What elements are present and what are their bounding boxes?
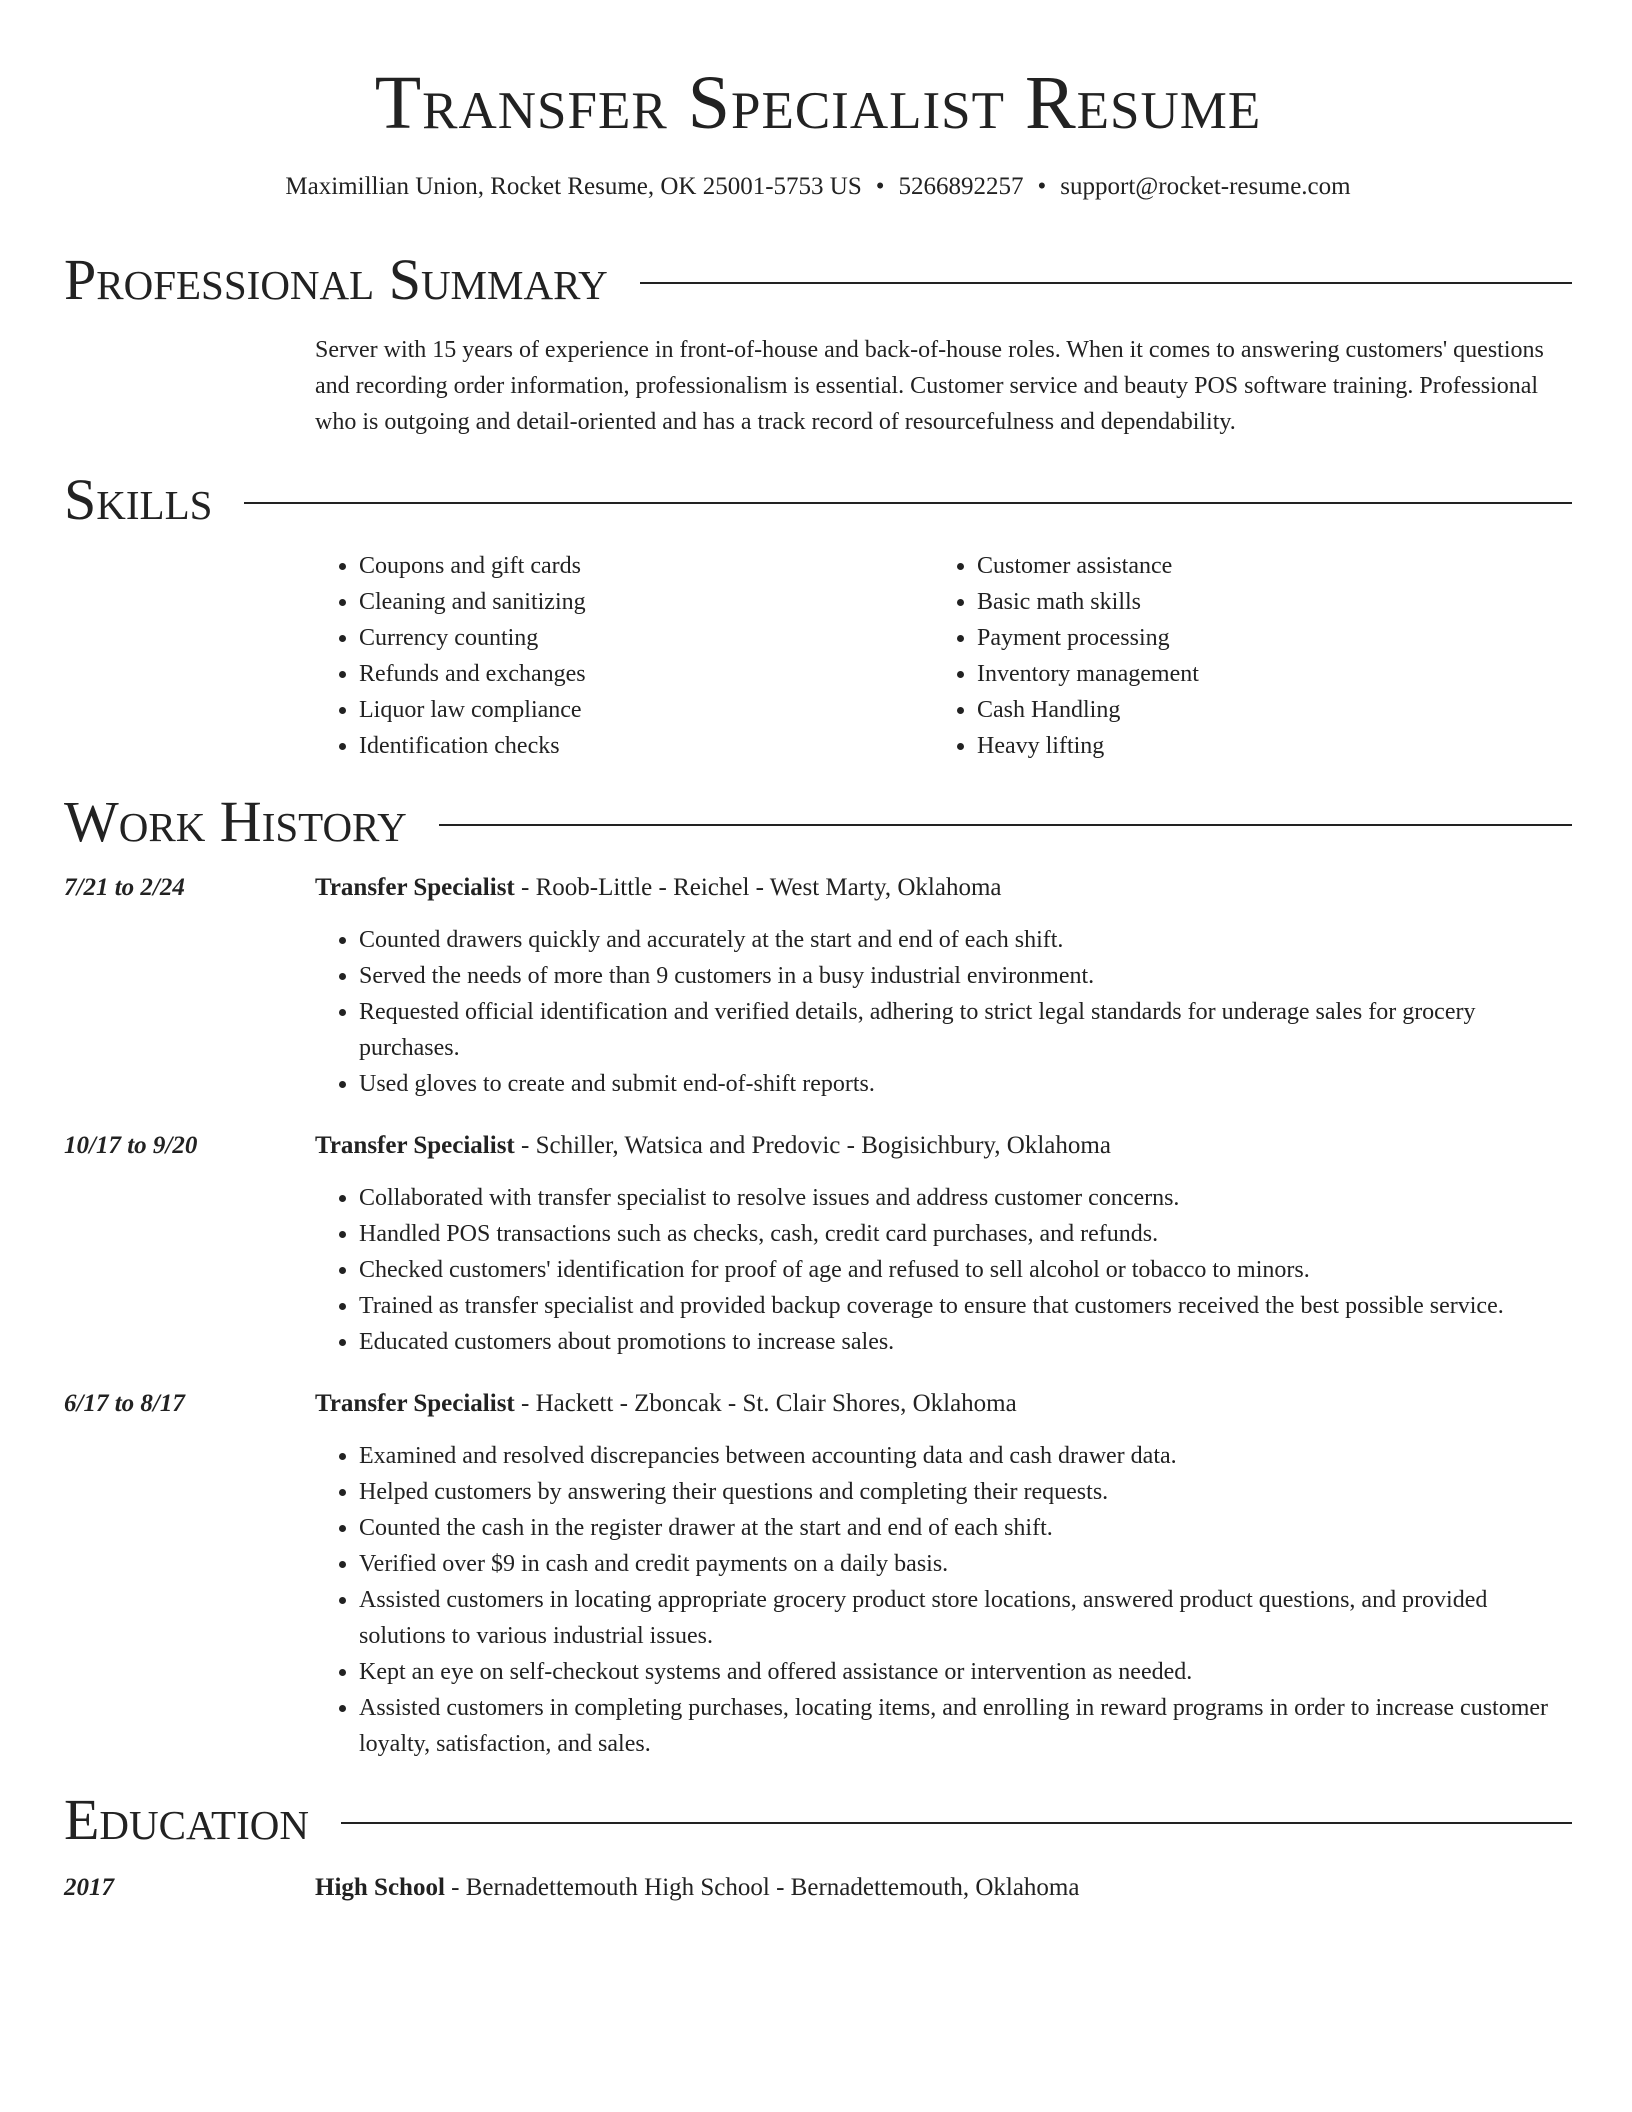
summary-text: Server with 15 years of experience in front-of-house and back-of-house roles. When it comes to answering customers' questions and recording order information, professionalism is essential. Customer service and beauty POS software training. Professional who is outgoing and detail-oriented and has a track record of resourcefulness and dependability.: [315, 337, 1544, 435]
education-details: - Bernadettemouth High School - Bernadettemouth, Oklahoma: [444, 1874, 1080, 1901]
job-bullet: • Assisted customers in locating appropriate grocery product store locations, answered product questions, and provided solutions to various industrial issues.: [359, 1582, 1572, 1654]
work-history-list: [64, 870, 1572, 1762]
education-degree: High School: [315, 1874, 445, 1901]
job-role: Transfer Specialist: [315, 1132, 515, 1159]
job-bullet: • Used gloves to create and submit end-of-shift reports.: [359, 1066, 1572, 1102]
job-heading: [315, 870, 1572, 906]
contact-email: support@rocket-resume.com: [1060, 173, 1351, 200]
skill-item: • Identification checks: [359, 728, 933, 764]
skill-item: • Inventory management: [977, 656, 1551, 692]
skill-item: • Heavy lifting: [977, 728, 1551, 764]
job-body: [315, 870, 1572, 1102]
skills-list-right: [933, 548, 1551, 764]
job-heading: [315, 1386, 1572, 1422]
job-bullet: • Counted drawers quickly and accurately at the start and end of each shift.: [359, 922, 1572, 958]
section-divider: [244, 502, 1572, 504]
education-date: 2017: [64, 1874, 114, 1901]
skills-heading: Skills: [64, 467, 213, 532]
job-bullet: • Educated customers about promotions to increase sales.: [359, 1324, 1572, 1360]
skill-item: • Cash Handling: [977, 692, 1551, 728]
job-bullet: • Helped customers by answering their questions and completing their requests.: [359, 1474, 1572, 1510]
education-section-header: [64, 1788, 1572, 1852]
contact-line: [64, 170, 1572, 204]
job-bullet: • Examined and resolved discrepancies between accounting data and cash drawer data.: [359, 1438, 1572, 1474]
job-heading: [315, 1128, 1572, 1164]
job-bullet: • Served the needs of more than 9 customers in a busy industrial environment.: [359, 958, 1572, 994]
skill-item: • Coupons and gift cards: [359, 548, 933, 584]
section-divider: [640, 282, 1572, 284]
resume-page: [64, 0, 1572, 1906]
contact-separator: •: [875, 173, 885, 200]
job-entry: [64, 1386, 1572, 1762]
education-heading: [315, 1870, 1572, 1906]
job-date: 7/21 to 2/24: [64, 874, 185, 901]
work-section-header: [64, 790, 1572, 854]
job-role: Transfer Specialist: [315, 1390, 515, 1417]
education-body: [315, 1870, 1572, 1906]
job-role: Transfer Specialist: [315, 874, 515, 901]
job-bullet: • Kept an eye on self-checkout systems and offered assistance or intervention as needed.: [359, 1654, 1572, 1690]
work-heading: Work History: [64, 789, 407, 854]
section-divider: [439, 824, 1572, 826]
job-date: 6/17 to 8/17: [64, 1390, 185, 1417]
job-bullets: [315, 1180, 1572, 1360]
contact-address: Maximillian Union, Rocket Resume, OK 25001-5753 US: [285, 173, 862, 200]
education-entry: [64, 1870, 1572, 1906]
resume-title: Transfer Specialist Resume: [374, 61, 1262, 145]
skill-item: • Cleaning and sanitizing: [359, 584, 933, 620]
job-details: - Hackett - Zboncak - St. Clair Shores, Oklahoma: [514, 1390, 1017, 1417]
job-body: [315, 1386, 1572, 1762]
job-bullet: • Counted the cash in the register drawer at the start and end of each shift.: [359, 1510, 1572, 1546]
contact-separator: •: [1037, 173, 1047, 200]
job-date: 10/17 to 9/20: [64, 1132, 198, 1159]
job-bullet: • Assisted customers in completing purchases, locating items, and enrolling in reward programs in order to increase customer loyalty, satisfaction, and sales.: [359, 1690, 1572, 1762]
job-bullet: • Handled POS transactions such as checks, cash, credit card purchases, and refunds.: [359, 1216, 1572, 1252]
skills-list-left: [315, 548, 933, 764]
job-bullets: [315, 1438, 1572, 1762]
job-entry: [64, 870, 1572, 1102]
skills-columns: [315, 548, 1572, 764]
skill-item: • Currency counting: [359, 620, 933, 656]
section-divider: [341, 1822, 1572, 1824]
contact-phone: 5266892257: [898, 173, 1024, 200]
job-details: - Roob-Little - Reichel - West Marty, Oklahoma: [514, 874, 1002, 901]
skill-item: • Basic math skills: [977, 584, 1551, 620]
job-details: - Schiller, Watsica and Predovic - Bogisichbury, Oklahoma: [514, 1132, 1111, 1159]
skill-item: • Customer assistance: [977, 548, 1551, 584]
job-bullets: [315, 922, 1572, 1102]
job-entry: [64, 1128, 1572, 1360]
skills-section-header: [64, 468, 1572, 532]
job-bullet: • Verified over $9 in cash and credit payments on a daily basis.: [359, 1546, 1572, 1582]
education-list: [64, 1870, 1572, 1906]
job-body: [315, 1128, 1572, 1360]
job-bullet: • Trained as transfer specialist and provided backup coverage to ensure that customers received the best possible service.: [359, 1288, 1572, 1324]
summary-section-header: [64, 248, 1572, 312]
skill-item: • Liquor law compliance: [359, 692, 933, 728]
skill-item: • Payment processing: [977, 620, 1551, 656]
summary-heading: Professional Summary: [64, 247, 608, 312]
skill-item: • Refunds and exchanges: [359, 656, 933, 692]
education-heading: Education: [64, 1787, 309, 1852]
job-bullet: • Collaborated with transfer specialist to resolve issues and address customer concerns.: [359, 1180, 1572, 1216]
job-bullet: • Requested official identification and verified details, adhering to strict legal standards for underage sales for grocery purchases.: [359, 994, 1572, 1066]
job-bullet: • Checked customers' identification for proof of age and refused to sell alcohol or tobacco to minors.: [359, 1252, 1572, 1288]
